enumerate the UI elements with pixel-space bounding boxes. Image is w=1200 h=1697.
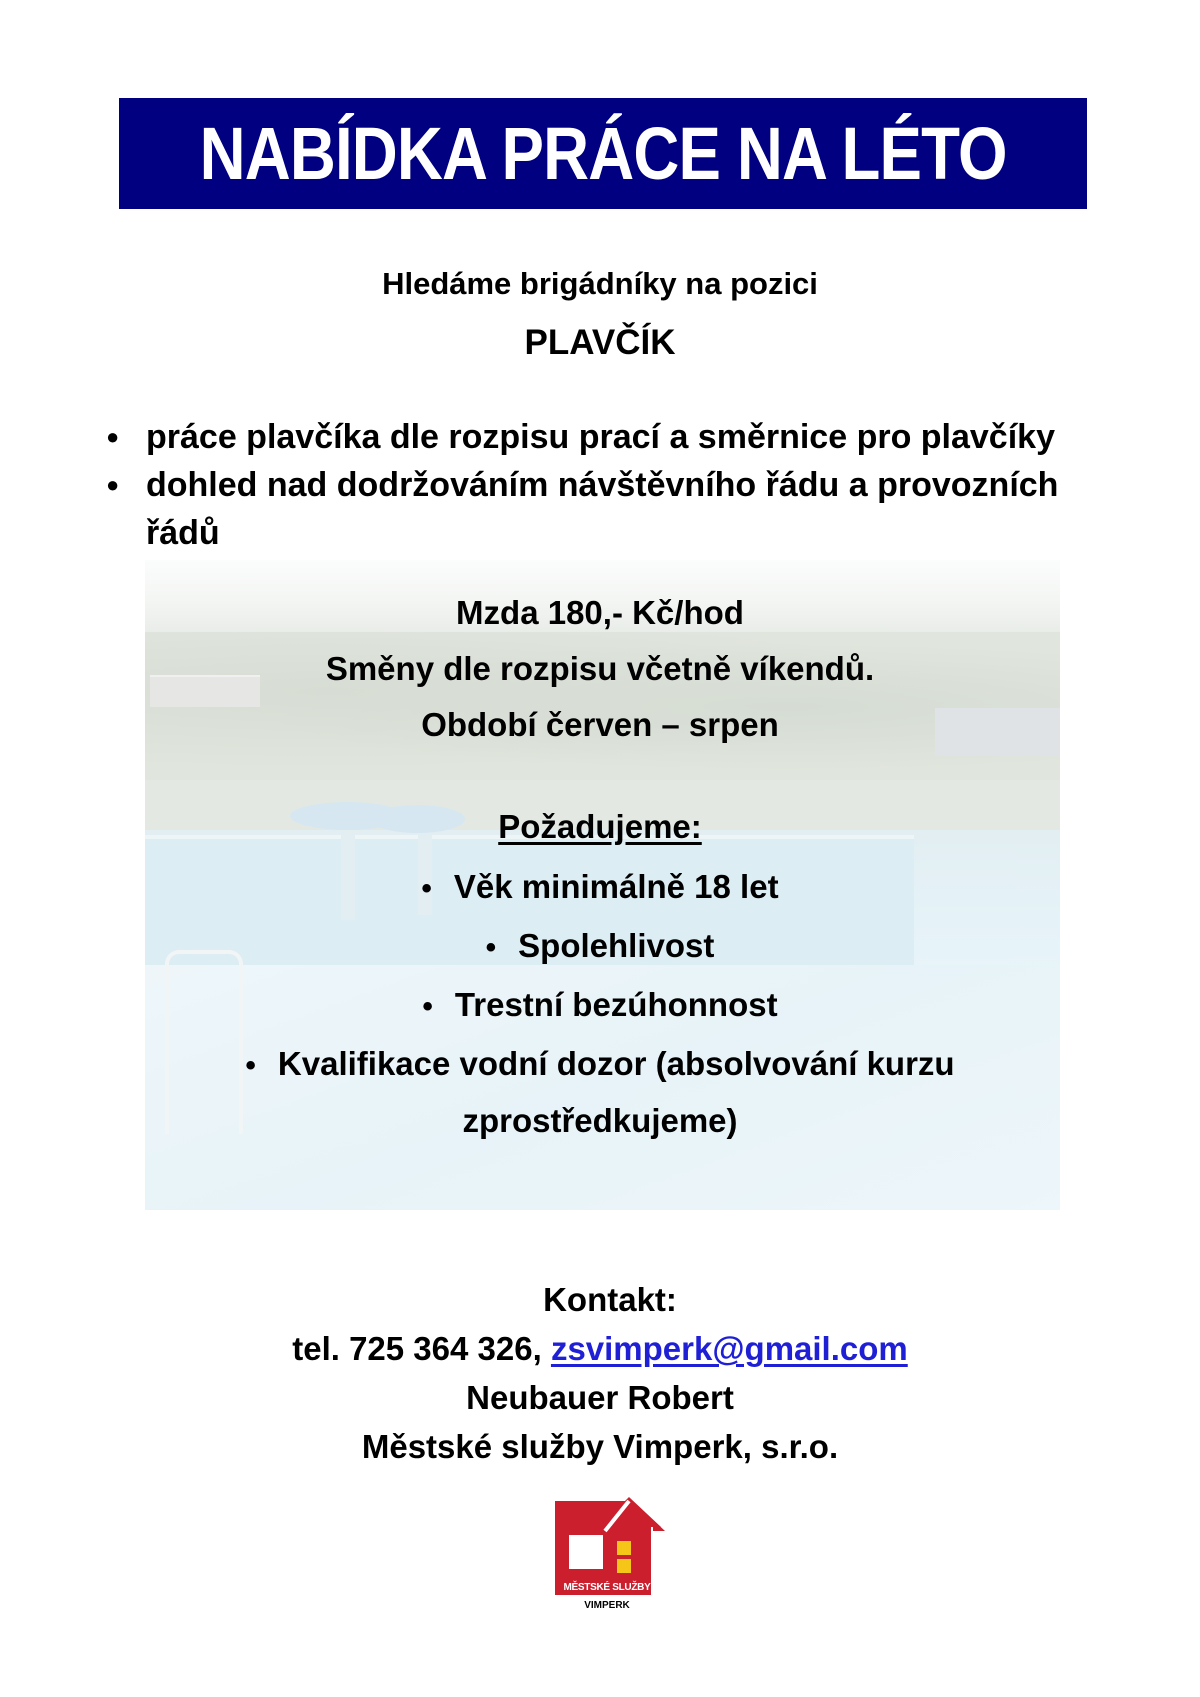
- logo-text-line2: VIMPERK: [584, 1600, 630, 1611]
- requirement-text: Trestní bezúhonnost: [454, 986, 778, 1023]
- list-item: [100, 461, 1120, 557]
- requirement-item: [0, 986, 1200, 1024]
- terms-block: [0, 585, 1200, 753]
- company-name: Městské služby Vimperk, s.r.o.: [361, 1428, 839, 1465]
- duties-list: [100, 413, 1120, 557]
- subtitle: Hledáme brigádníky na pozici: [382, 266, 818, 301]
- list-item: [100, 413, 1120, 461]
- period-text: Období červen – srpen: [421, 706, 779, 743]
- company-logo: [549, 1497, 665, 1615]
- bullet-icon: •: [485, 931, 497, 964]
- bullet-icon: •: [421, 872, 432, 905]
- contact-heading: Kontakt:: [543, 1281, 677, 1318]
- requirement-item: [0, 1045, 1200, 1083]
- requirement-text: Věk minimálně 18 let: [453, 868, 779, 905]
- duty-text: dohled nad dodržováním návštěvního řádu a provozních řádů: [146, 466, 1059, 552]
- position-title: PLAVČÍK: [524, 323, 676, 362]
- requirement-text: Kvalifikace vodní dozor (absolvování kurzu: [277, 1045, 955, 1082]
- contact-block: [0, 1275, 1200, 1471]
- bullet-icon: •: [245, 1049, 256, 1082]
- requirement-continuation: zprostředkujeme): [462, 1102, 738, 1139]
- page-title: NABÍDKA PRÁCE NA LÉTO: [199, 112, 1007, 195]
- contact-phone-email-line: [0, 1324, 1200, 1373]
- logo-text-line1: MĚSTSKÉ SLUŽBY: [563, 1582, 651, 1593]
- contact-person: Neubauer Robert: [466, 1379, 734, 1416]
- requirement-text: Spolehlivost: [518, 927, 715, 964]
- bullet-icon: ●: [106, 424, 120, 449]
- wage-text: Mzda 180,- Kč/hod: [456, 594, 744, 631]
- email-link[interactable]: zsvimperk@gmail.com: [550, 1330, 908, 1367]
- phone-text: tel. 725 364 326,: [292, 1330, 542, 1367]
- requirement-item: [0, 927, 1200, 965]
- bullet-icon: •: [422, 990, 433, 1023]
- shifts-text: Směny dle rozpisu včetně víkendů.: [325, 650, 875, 687]
- duty-text: práce plavčíka dle rozpisu prací a směrnice pro plavčíky: [146, 418, 1055, 456]
- requirements-heading: Požadujeme:: [498, 808, 702, 845]
- requirement-item: [0, 868, 1200, 906]
- title-banner: [119, 98, 1087, 209]
- bullet-icon: ●: [106, 472, 120, 497]
